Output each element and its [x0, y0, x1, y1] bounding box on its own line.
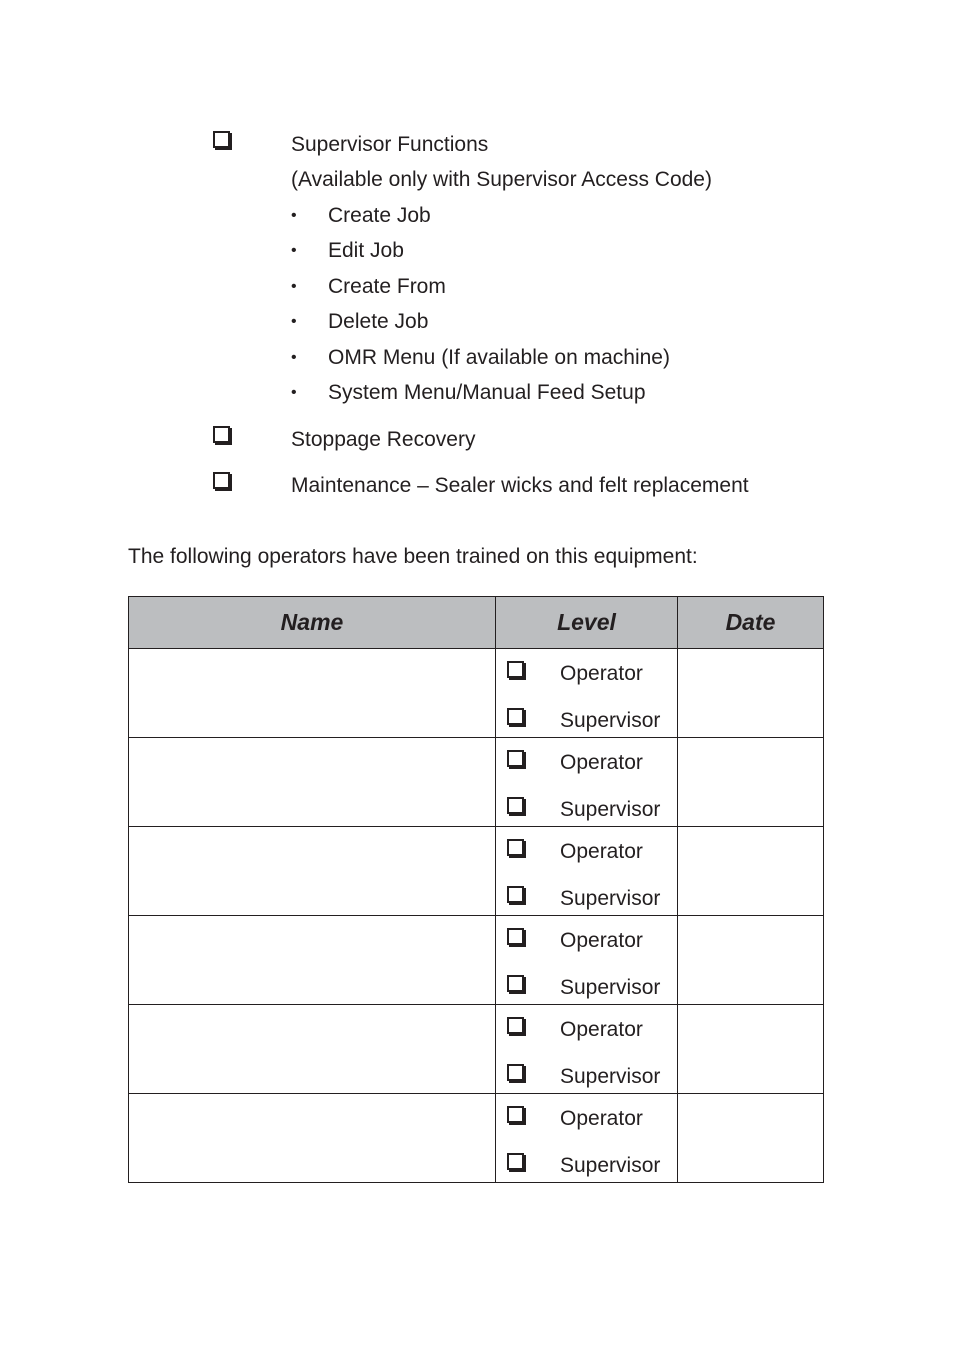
date-cell[interactable]	[678, 738, 824, 827]
date-cell[interactable]	[678, 827, 824, 916]
table-header-row	[129, 597, 824, 649]
supervisor-checkbox[interactable]	[507, 797, 524, 814]
name-cell[interactable]	[129, 649, 496, 738]
header-date: Date	[678, 597, 824, 649]
bullet: •	[291, 384, 297, 401]
level-cell	[496, 916, 678, 1005]
list-item: Delete Job	[328, 310, 429, 333]
operator-checkbox[interactable]	[507, 750, 524, 767]
supervisor-label: Supervisor	[560, 1065, 661, 1088]
header-name: Name	[129, 597, 496, 649]
operator-checkbox[interactable]	[507, 661, 524, 678]
supervisor-label: Supervisor	[560, 976, 661, 999]
intro-text: The following operators have been trained on this equipment:	[128, 545, 698, 568]
supervisor-label: Supervisor	[560, 798, 661, 821]
table-row	[129, 916, 824, 1005]
name-cell[interactable]	[129, 1094, 496, 1183]
operator-checkbox[interactable]	[507, 928, 524, 945]
supervisor-checkbox[interactable]	[507, 1153, 524, 1170]
list-item: System Menu/Manual Feed Setup	[328, 381, 646, 404]
maintenance-label: Maintenance – Sealer wicks and felt replacement	[291, 474, 749, 497]
bullet: •	[291, 242, 297, 259]
table-row	[129, 827, 824, 916]
name-cell[interactable]	[129, 827, 496, 916]
operator-checkbox[interactable]	[507, 1017, 524, 1034]
checkbox-supervisor-functions[interactable]	[213, 131, 230, 148]
level-cell	[496, 649, 678, 738]
training-table	[128, 596, 824, 1183]
supervisor-checkbox[interactable]	[507, 975, 524, 992]
table-row	[129, 1094, 824, 1183]
name-cell[interactable]	[129, 916, 496, 1005]
supervisor-label: Supervisor	[560, 1154, 661, 1177]
checkbox-stoppage-recovery[interactable]	[213, 426, 230, 443]
level-cell	[496, 738, 678, 827]
operator-checkbox[interactable]	[507, 1106, 524, 1123]
table-row	[129, 738, 824, 827]
supervisor-checkbox[interactable]	[507, 886, 524, 903]
level-cell	[496, 1094, 678, 1183]
level-cell	[496, 827, 678, 916]
operator-label: Operator	[560, 1107, 643, 1130]
operator-label: Operator	[560, 929, 643, 952]
name-cell[interactable]	[129, 738, 496, 827]
table-row	[129, 649, 824, 738]
bullet: •	[291, 349, 297, 366]
supervisor-checkbox[interactable]	[507, 708, 524, 725]
operator-checkbox[interactable]	[507, 839, 524, 856]
stoppage-recovery-label: Stoppage Recovery	[291, 428, 476, 451]
supervisor-functions-subtitle: (Available only with Supervisor Access Code)	[291, 168, 712, 191]
supervisor-checkbox[interactable]	[507, 1064, 524, 1081]
table-row	[129, 1005, 824, 1094]
list-item: Create From	[328, 275, 446, 298]
list-item: Edit Job	[328, 239, 404, 262]
operator-label: Operator	[560, 1018, 643, 1041]
bullet: •	[291, 278, 297, 295]
bullet: •	[291, 207, 297, 224]
list-item: OMR Menu (If available on machine)	[328, 346, 670, 369]
header-level: Level	[496, 597, 678, 649]
name-cell[interactable]	[129, 1005, 496, 1094]
supervisor-label: Supervisor	[560, 709, 661, 732]
date-cell[interactable]	[678, 1094, 824, 1183]
date-cell[interactable]	[678, 1005, 824, 1094]
operator-label: Operator	[560, 662, 643, 685]
supervisor-label: Supervisor	[560, 887, 661, 910]
date-cell[interactable]	[678, 916, 824, 1005]
bullet: •	[291, 313, 297, 330]
supervisor-functions-title: Supervisor Functions	[291, 133, 489, 156]
operator-label: Operator	[560, 751, 643, 774]
date-cell[interactable]	[678, 649, 824, 738]
level-cell	[496, 1005, 678, 1094]
operator-label: Operator	[560, 840, 643, 863]
checkbox-maintenance[interactable]	[213, 472, 230, 489]
list-item: Create Job	[328, 204, 431, 227]
